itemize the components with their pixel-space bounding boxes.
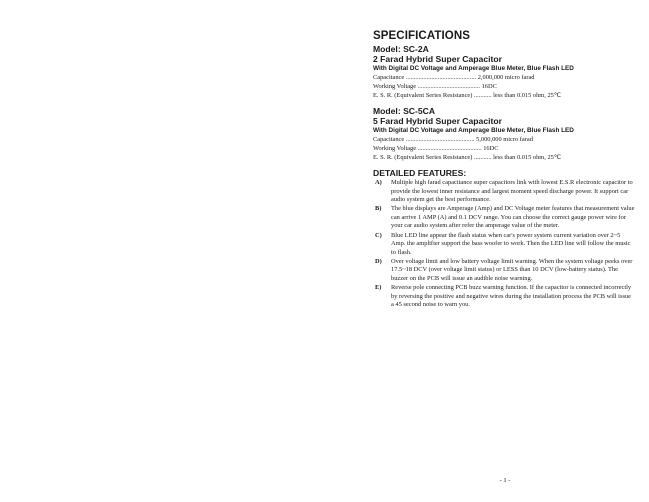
spec-capacitance: Capacitance ............................................ 2,000,000 micro farad — [373, 74, 535, 81]
features-heading: DETAILED FEATURES: — [373, 168, 467, 178]
spec-working-voltage: Working Voltage ....................................... 16DC — [373, 83, 497, 90]
feature-item — [373, 179, 635, 205]
spec-working-voltage: Working Voltage ........................................ 16DC — [373, 145, 499, 152]
feature-letter: A) — [375, 179, 382, 186]
feature-letter: E) — [375, 284, 382, 292]
feature-text: Multiple high farad capacitance super capacitors link with lowest E.S.R electronic capacitor to provide the lowest inner resistance and largest moment speed discharge power. It support car audio system get the best performance. — [391, 179, 633, 204]
feature-item — [373, 284, 635, 310]
feature-text: The blue displays are Amperage (Amp) and DC Voltage meter features that measurement value can arrive 1 AMP (A) and 0.1 DCV range. You can choose the correct gauge power wire for your car audio system after refer the amperage value of the meter. — [391, 205, 635, 230]
model-subtitle: With Digital DC Voltage and Amperage Blue Meter, Blue Flash LED — [373, 127, 574, 134]
feature-item — [373, 258, 635, 284]
feature-letter: C) — [375, 231, 382, 239]
model-name: 5 Farad Hybrid Super Capacitor — [373, 116, 502, 126]
model-heading: Model: SC-5CA — [373, 106, 436, 116]
page-number: - 1 - — [499, 477, 511, 484]
feature-text: Reverse pole connecting PCB buzz warning function. If the capacitor is connected incorrectly by reversing the positive and negative wires during the installation process the PCB will issue a 45 second noise to warn you. — [391, 284, 632, 309]
spec-esr: E. S. R. (Equivalent Series Resistance) ........... less than 0.015 ohm, 25℃ — [373, 154, 562, 161]
model-name: 2 Farad Hybrid Super Capacitor — [373, 54, 502, 64]
feature-text: Blue LED line appear the flash status when car's power system current variation over 2~5 Amp. the amplifier support the bass woofer to work. Then the LED line will follow the music to flash. — [391, 231, 631, 256]
feature-letter: B) — [375, 205, 382, 213]
feature-item — [373, 232, 635, 258]
feature-letter: D) — [375, 257, 382, 265]
feature-text: Over voltage limit and low battery voltage limit warning. When the system voltage peeks over 17.5~18 DCV (over voltage limit status) or LESS than 10 DCV (low-battery status). The buzzer on the PCB will issue an audible noise warning. — [391, 257, 633, 283]
page-title: SPECIFICATIONS — [373, 30, 471, 42]
spec-capacitance: Capacitance ........................................... 5,000,000 micro farad — [373, 136, 533, 143]
model-heading: Model: SC-2A — [373, 44, 429, 54]
specifications-column — [373, 30, 635, 310]
feature-item — [373, 205, 635, 231]
spec-esr: E. S. R. (Equivalent Series Resistance) ........... less than 0.015 ohm, 25℃ — [373, 92, 562, 99]
model-block-sc-5ca — [373, 106, 635, 162]
model-block-sc-2a — [373, 44, 635, 100]
model-subtitle: With Digital DC Voltage and Amperage Blue Meter, Blue Flash LED — [373, 65, 574, 72]
